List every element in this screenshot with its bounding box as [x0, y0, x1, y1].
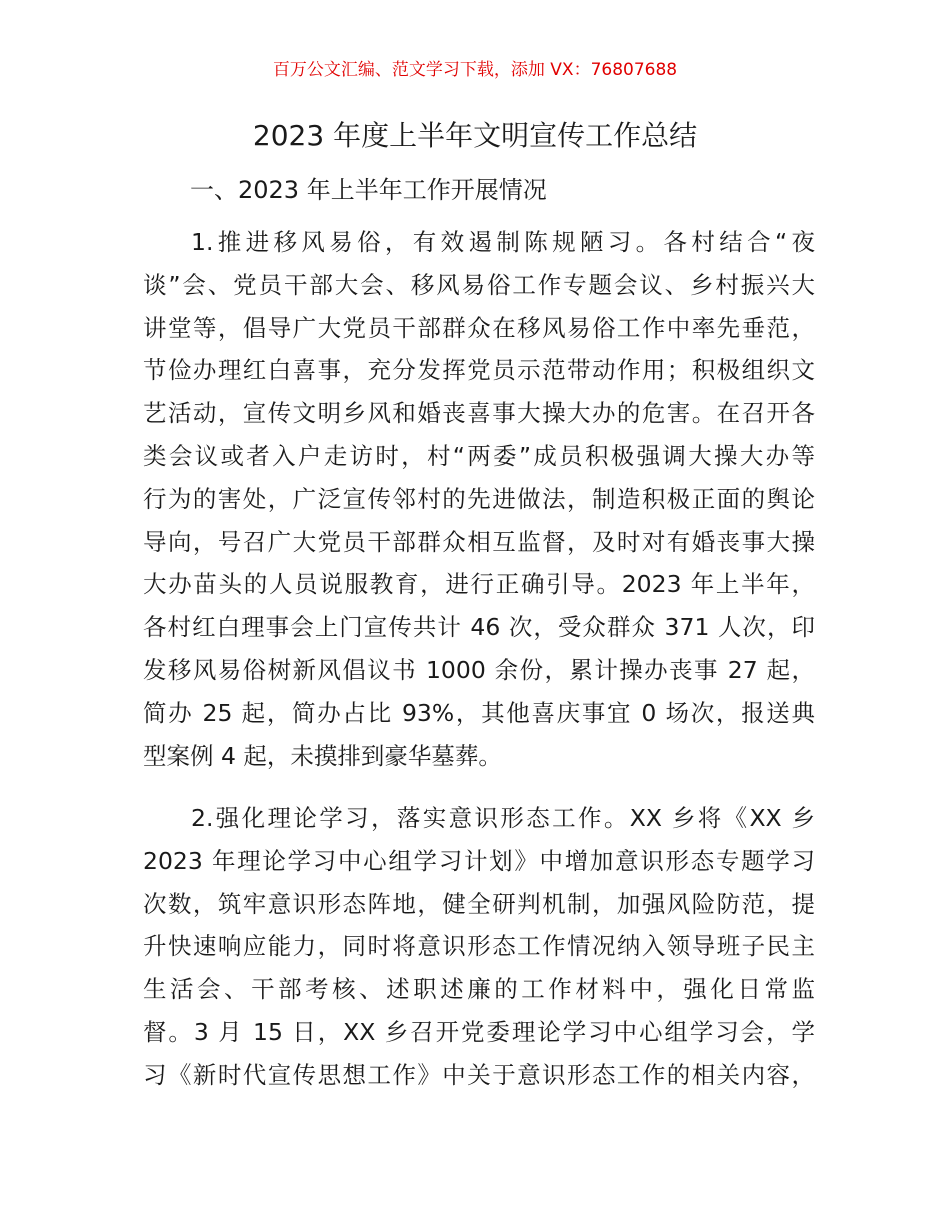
- paragraph-line: 习《新时代宣传思想工作》中关于意识形态工作的相关内容，: [143, 1060, 815, 1089]
- section-heading: 一、2023 年上半年工作开展情况: [190, 176, 547, 204]
- paragraph-line: 次数，筑牢意识形态阵地，健全研判机制，加强风险防范，提: [143, 889, 815, 918]
- paragraph-line: 生活会、干部考核、述职述廉的工作材料中，强化日常监: [143, 975, 815, 1004]
- paragraph-2: [143, 797, 815, 1097]
- paragraph-line: 督。3 月 15 日，XX 乡召开党委理论学习中心组学习会，学: [143, 1017, 815, 1046]
- paragraph-line: 大办苗头的人员说服教育，进行正确引导。2023 年上半年，: [143, 570, 815, 599]
- paragraph-line: 谈”会、党员干部大会、移风易俗工作专题会议、乡村振兴大: [143, 270, 815, 299]
- paragraph-line: 类会议或者入户走访时，村“两委”成员积极强调大操大办等: [143, 441, 815, 470]
- paragraph-line: 节俭办理红白喜事，充分发挥党员示范带动作用；积极组织文: [143, 356, 815, 385]
- paragraph-line: 发移风易俗树新风倡议书 1000 余份，累计操办丧事 27 起，: [143, 655, 815, 684]
- paragraph-line: 2.强化理论学习，落实意识形态工作。XX 乡将《XX 乡: [191, 804, 815, 832]
- paragraph-line: 各村红白理事会上门宣传共计 46 次，受众群众 371 人次，印: [143, 613, 815, 642]
- paragraph-line: 升快速响应能力，同时将意识形态工作情况纳入领导班子民主: [143, 932, 815, 961]
- paragraph-1: [143, 221, 815, 777]
- header-promo-note: 百万公文汇编、范文学习下载，添加 VX：76807688: [272, 60, 678, 80]
- paragraph-line: 2023 年理论学习中心组学习计划》中增加意识形态专题学习: [143, 846, 815, 875]
- paragraph-line: 型案例 4 起，未摸排到豪华墓葬。: [143, 741, 502, 770]
- paragraph-line: 讲堂等，倡导广大党员干部群众在移风易俗工作中率先垂范，: [143, 313, 815, 342]
- paragraph-line: 简办 25 起，简办占比 93%，其他喜庆事宜 0 场次，报送典: [143, 698, 815, 727]
- paragraph-line: 艺活动，宣传文明乡风和婚丧喜事大操大办的危害。在召开各: [143, 399, 815, 428]
- paragraph-line: 行为的害处，广泛宣传邻村的先进做法，制造积极正面的舆论: [143, 484, 815, 513]
- paragraph-line: 1.推进移风易俗，有效遏制陈规陋习。各村结合“夜: [191, 228, 815, 256]
- document-title: 2023 年度上半年文明宣传工作总结: [252, 119, 698, 152]
- paragraph-line: 导向，号召广大党员干部群众相互监督，及时对有婚丧事大操: [143, 527, 815, 556]
